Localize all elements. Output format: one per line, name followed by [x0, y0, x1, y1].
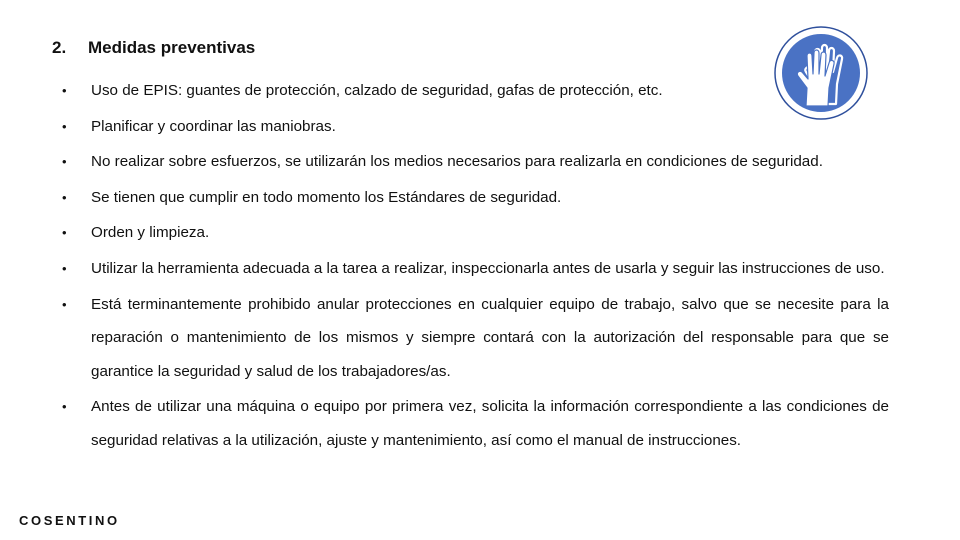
- list-item-text: Uso de EPIS: guantes de protección, calzado de seguridad, gafas de protección, etc.: [91, 82, 663, 99]
- section-number: 2.: [52, 38, 67, 57]
- list-item-text: Está terminantemente prohibido anular protecciones en cualquier equipo de trabajo, salvo que se necesite para la reparación o mantenimiento de los mismos y siempre contará con la autorización del responsable para que se garantice la seguridad y salud de los trabajadores/as.: [91, 295, 889, 380]
- list-item: [62, 216, 889, 250]
- bullet-marker: •: [62, 260, 67, 276]
- list-item-text: No realizar sobre esfuerzos, se utilizarán los medios necesarios para realizarla en condiciones de seguridad.: [91, 153, 823, 171]
- list-item-text: Antes de utilizar una máquina o equipo por primera vez, solicita la información correspondiente a las condiciones de seguridad relativas a la utilización, ajuste y mantenimiento, así como el manual de instrucciones.: [91, 398, 889, 449]
- list-item-text: Utilizar la herramienta adecuada a la tarea a realizar, inspeccionarla antes de usarla y seguir las instrucciones de uso.: [91, 259, 885, 277]
- section-title: Medidas preventivas: [88, 38, 256, 57]
- bullet-marker: •: [62, 225, 67, 241]
- bullet-marker: •: [62, 296, 67, 312]
- bullet-marker: •: [62, 118, 67, 134]
- list-item: [62, 145, 889, 179]
- section-heading: [52, 38, 255, 58]
- list-item: [62, 74, 889, 108]
- bullet-marker: •: [62, 399, 67, 415]
- brand-logo: COSENTINO: [19, 513, 120, 528]
- list-item-text: Orden y limpieza.: [91, 224, 210, 242]
- list-item: [62, 288, 889, 389]
- list-item-text: Planificar y coordinar las maniobras.: [91, 117, 336, 135]
- list-item: [62, 110, 889, 144]
- list-item: [62, 390, 889, 457]
- list-item: [62, 181, 889, 215]
- bullet-marker: •: [62, 154, 67, 170]
- bullet-marker: •: [62, 83, 67, 98]
- bullet-marker: •: [62, 189, 67, 205]
- list-item: [62, 252, 889, 286]
- list-item-text: Se tienen que cumplir en todo momento los Estándares de seguridad.: [91, 188, 562, 206]
- bullet-list: [62, 74, 889, 460]
